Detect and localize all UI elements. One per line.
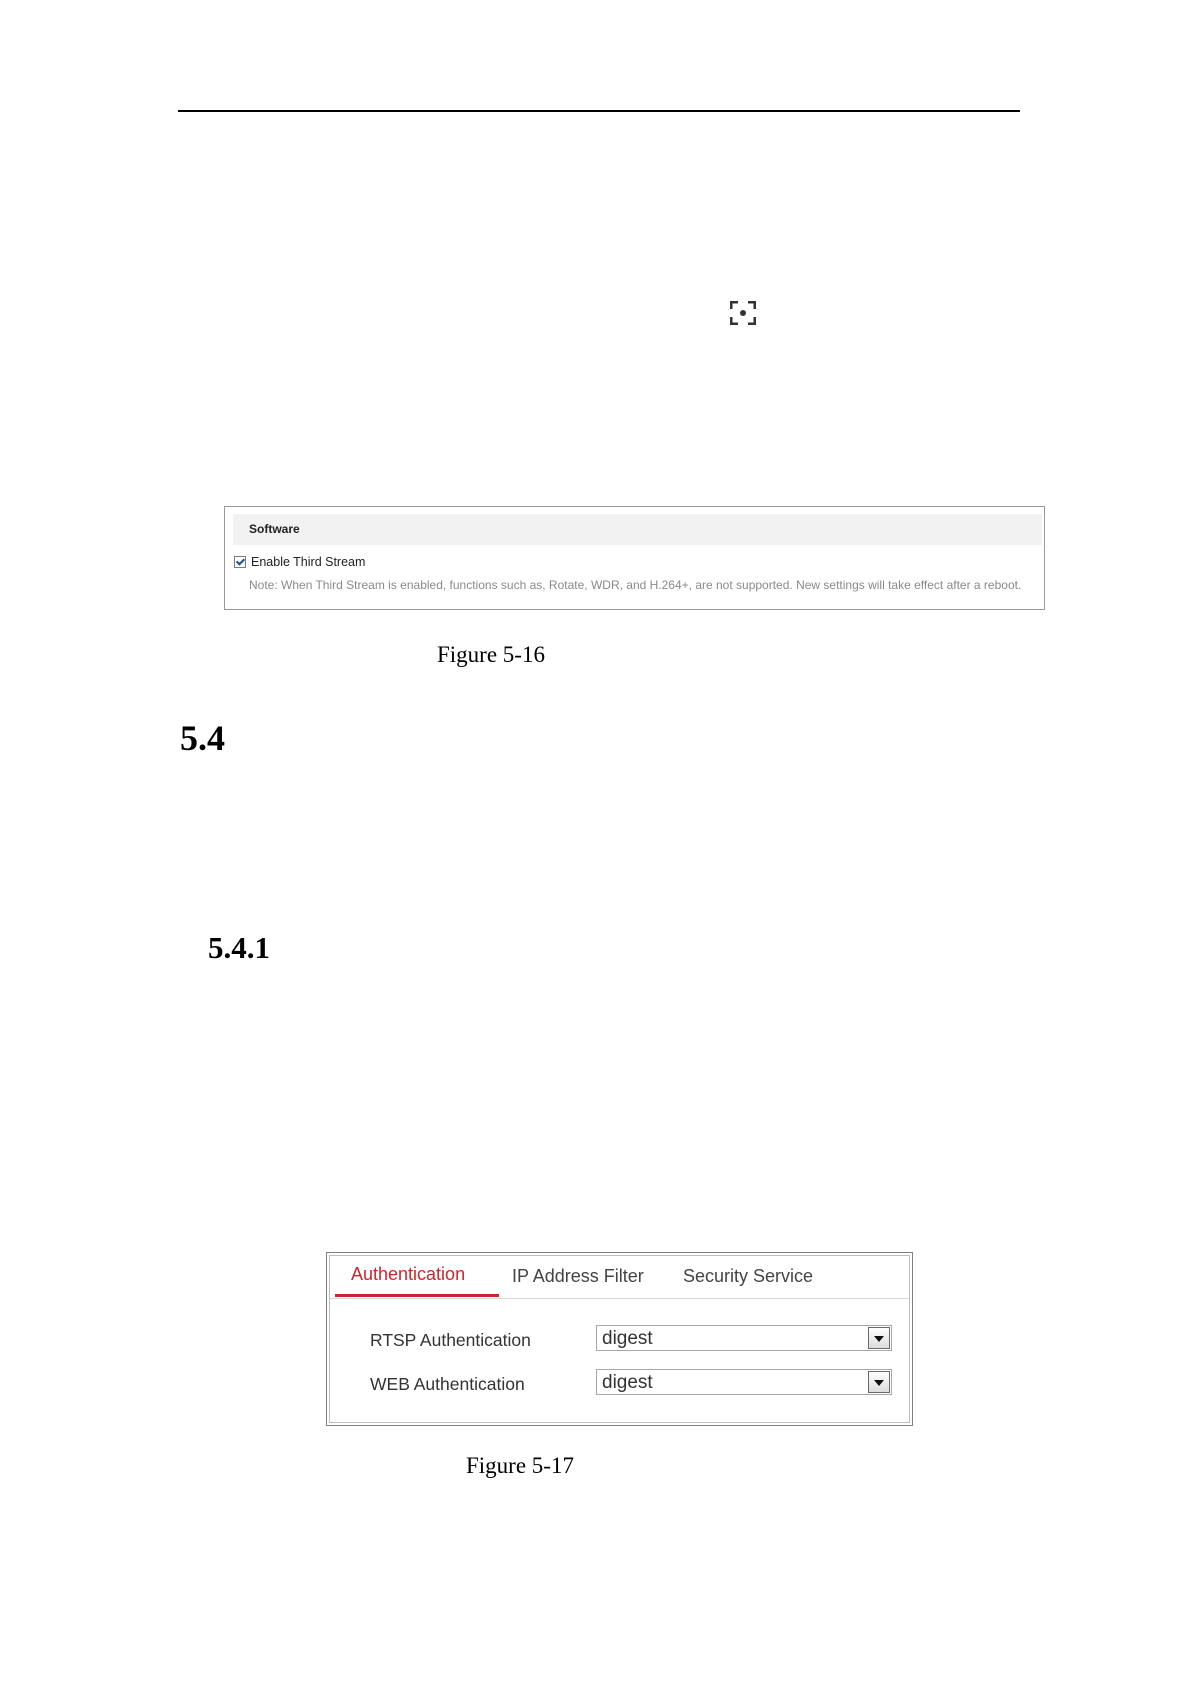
header-rule [178, 110, 1020, 112]
software-panel-title: Software [249, 522, 300, 536]
rtsp-dropdown-button[interactable] [868, 1327, 890, 1349]
active-tab-indicator [335, 1294, 499, 1297]
section-5-4-heading: 5.4 [180, 718, 225, 758]
section-5-4-1-heading: 5.4.1 [208, 930, 270, 965]
figure-5-17-caption: Figure 5-17 [466, 1453, 574, 1478]
rtsp-authentication-select[interactable] [596, 1325, 892, 1351]
software-panel [224, 506, 1045, 610]
tab-authentication[interactable]: Authentication [351, 1264, 466, 1284]
software-panel-header [233, 514, 1042, 545]
web-authentication-value: digest [602, 1372, 653, 1393]
fullscreen-icon [730, 301, 756, 325]
enable-third-stream-checkbox[interactable] [234, 556, 246, 568]
enable-third-stream-label: Enable Third Stream [251, 555, 366, 569]
tab-ip-address-filter[interactable]: IP Address Filter [512, 1266, 644, 1286]
authentication-panel [326, 1252, 913, 1426]
rtsp-authentication-label: RTSP Authentication [370, 1330, 531, 1350]
tab-bar [330, 1256, 909, 1299]
third-stream-note: Note: When Third Stream is enabled, functions such as, Rotate, WDR, and H.264+, are not supported. New settings will take effect after a reboot. [249, 578, 1022, 592]
web-authentication-label: WEB Authentication [370, 1374, 525, 1394]
web-authentication-select[interactable] [596, 1369, 892, 1395]
rtsp-authentication-value: digest [602, 1328, 653, 1349]
tab-security-service[interactable]: Security Service [683, 1266, 814, 1286]
authentication-panel-inner [329, 1255, 910, 1423]
chevron-down-icon [874, 1380, 884, 1386]
figure-5-16-caption: Figure 5-16 [437, 642, 545, 667]
chevron-down-icon [874, 1336, 884, 1342]
web-dropdown-button[interactable] [868, 1371, 890, 1393]
enable-third-stream-row[interactable] [234, 555, 365, 569]
